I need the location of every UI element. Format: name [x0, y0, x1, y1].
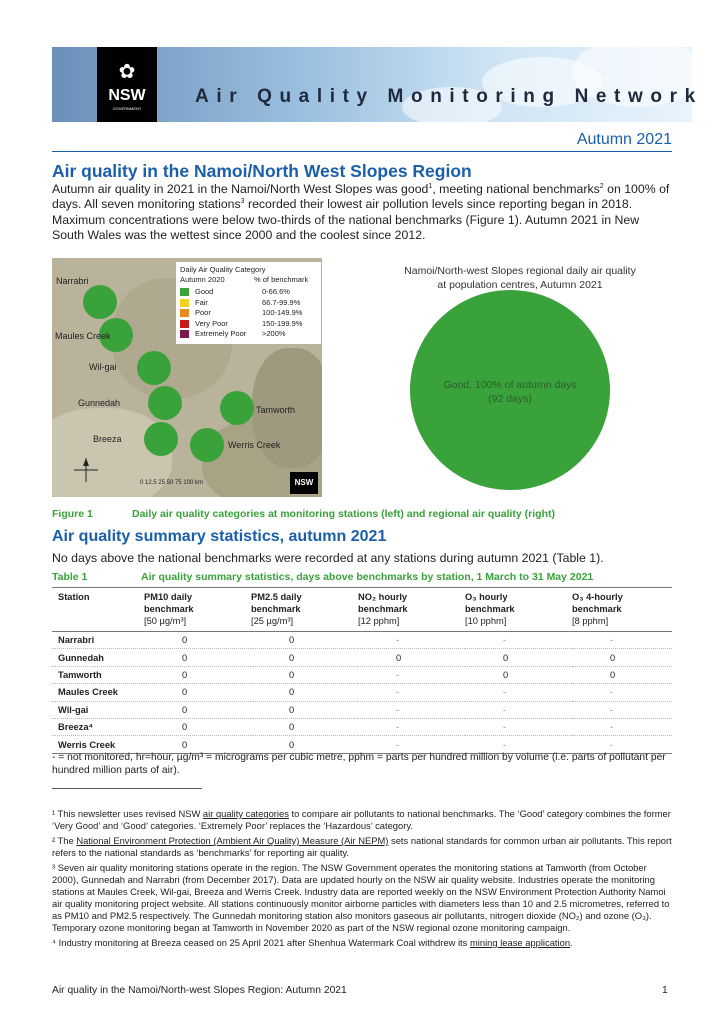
- legend-label: Good: [195, 287, 214, 296]
- legend-item: [180, 329, 286, 339]
- banner-title: Air Quality Monitoring Network: [195, 86, 703, 107]
- header-pm10: PM10 daily benchmark [50 µg/m³]: [144, 588, 251, 632]
- station-dot-tamworth: [220, 391, 254, 425]
- map-legend: [176, 262, 321, 344]
- legend-label: Extremely Poor: [195, 329, 247, 338]
- cell-days-above: 0: [572, 666, 672, 683]
- cell-days-above: 0: [572, 649, 672, 666]
- header-o3-hourly: O₃ hourly benchmark [10 pphm]: [465, 588, 572, 632]
- legend-pct-header: % of benchmark: [254, 275, 309, 284]
- pie-slice-label: Good, 100% of autumn days: [443, 379, 577, 391]
- station-name: Breeza⁴: [52, 718, 144, 735]
- pie-chart-title: [380, 264, 660, 292]
- station-label: Maules Creek: [55, 331, 111, 341]
- station-dot-werris-creek: [190, 428, 224, 462]
- figure-label: Figure 1: [52, 508, 93, 520]
- page-number: 1: [662, 985, 668, 996]
- cell-days-above: -: [358, 666, 465, 683]
- station-label: Wil-gai: [89, 362, 117, 372]
- cell-days-above: -: [358, 718, 465, 735]
- figure-caption: [52, 508, 555, 520]
- table-note: - = not monitored, hr=hour, µg/m³ = micrograms per cubic metre, pphm = parts per hundred million by volume (i.e. parts of pollutant per hundred million parts of air).: [52, 752, 666, 776]
- station-label: Breeza: [93, 434, 122, 444]
- footnotes: [52, 808, 674, 952]
- table-row: [52, 701, 672, 718]
- page-footer: Air quality in the Namoi/North-west Slopes Region: Autumn 2021: [52, 985, 347, 996]
- legend-swatch: [180, 320, 189, 328]
- table-caption-text: Air quality summary statistics, days above benchmarks by station, 1 March to 31 May 2021: [141, 571, 594, 583]
- station-label: Tamworth: [256, 405, 296, 415]
- cell-days-above: -: [572, 736, 672, 753]
- cell-days-above: 0: [465, 666, 572, 683]
- legend-item: [180, 297, 301, 308]
- cell-days-above: 0: [251, 718, 358, 735]
- map-nsw-logo: NSW: [290, 472, 318, 494]
- station-name: Narrabri: [52, 632, 144, 649]
- logo-text: NSW: [108, 87, 146, 104]
- cell-days-above: -: [465, 632, 572, 649]
- footnote-1: ¹ This newsletter uses revised NSW air quality categories to compare air pollutants to national benchmarks. The ‘Good’ category combines the former ‘Very Good’ and ‘Good’ categories. ‘Extremely Poor’ replaces the ‘Hazardous’ category.: [52, 808, 671, 831]
- cell-days-above: 0: [251, 736, 358, 753]
- table-label: Table 1: [52, 571, 88, 583]
- section-heading-stats: Air quality summary statistics, autumn 2021: [52, 528, 387, 545]
- legend-item: [180, 308, 303, 318]
- station-dot-gunnedah: [148, 386, 182, 420]
- map-scale-bar: 0 12.5 25 50 75 100 km: [140, 480, 204, 486]
- cell-days-above: -: [572, 632, 672, 649]
- cell-days-above: -: [572, 701, 672, 718]
- cell-days-above: 0: [144, 718, 251, 735]
- cell-days-above: 0: [144, 649, 251, 666]
- cell-days-above: 0: [251, 684, 358, 701]
- table-row: [52, 649, 672, 666]
- cell-days-above: -: [572, 684, 672, 701]
- intro-text: Autumn air quality in 2021 in the Namoi/North West Slopes was good: [52, 182, 429, 196]
- legend-range: 0-66.6%: [262, 287, 290, 296]
- legend-label: Very Poor: [195, 318, 228, 328]
- footnote-ref[interactable]: 2: [599, 182, 604, 190]
- station-name: Maules Creek: [52, 684, 144, 701]
- station-label: Narrabri: [56, 276, 89, 286]
- station-label: Gunnedah: [78, 398, 121, 408]
- station-dot-breeza: [144, 422, 178, 456]
- table-header-row: [52, 588, 672, 632]
- table-row: [52, 632, 672, 649]
- footnote-ref[interactable]: 1: [428, 182, 433, 190]
- cell-days-above: 0: [251, 632, 358, 649]
- cell-days-above: -: [465, 718, 572, 735]
- station-name: Wil-gai: [52, 701, 144, 718]
- legend-subtitle: Autumn 2020: [180, 275, 225, 284]
- cell-days-above: 0: [144, 632, 251, 649]
- cell-days-above: -: [358, 684, 465, 701]
- cell-days-above: 0: [251, 649, 358, 666]
- cell-days-above: -: [358, 701, 465, 718]
- north-arrow-icon: [72, 456, 100, 484]
- cell-days-above: 0: [251, 666, 358, 683]
- table-caption: [52, 571, 594, 583]
- legend-range: 100-149.9%: [262, 308, 303, 317]
- stats-intro: No days above the national benchmarks were recorded at any stations during autumn 2021 (Table 1).: [52, 551, 604, 565]
- section-heading-region: Air quality in the Namoi/North West Slopes Region: [52, 161, 472, 181]
- footnote-divider: [52, 788, 202, 789]
- link-mining-lease[interactable]: mining lease application: [469, 937, 571, 948]
- cell-days-above: 0: [144, 684, 251, 701]
- cell-days-above: 0: [144, 701, 251, 718]
- legend-range: >200%: [262, 329, 286, 338]
- intro-text: on 100% of days. All seven monitoring stations: [52, 182, 670, 212]
- footnote-3: ³ Seven air quality monitoring stations operate in the region. The NSW Government operates the monitoring stations at Tamworth (from October 2000), Gunnedah and Narrabri (from December 2017). Data are updated hourly on the NSW air quality website. Industries operate the monitoring stations at Maules Creek, Wil-gai, Breeza and Werris Creek. Industry data are reported weekly on the NSW Environment Protection Authority Namoi air quality monitoring project website. All stations continuously monitor airborne particles with diameters less than 10 and 2.5 micrometres, referred to as PM10 and PM2.5 respectively. The Gunnedah monitoring station also monitors gaseous air pollutants, nitrogen dioxide (NO₂) and ozone (O₃). Temporary ozone monitoring began at Tamworth in November 2020 as part of the NSW regional ozone monitoring campaign.: [52, 862, 670, 933]
- figure-caption-text: Daily air quality categories at monitoring stations (left) and regional air quality (right): [132, 508, 555, 520]
- legend-swatch: [180, 309, 189, 317]
- intro-text: , meeting national benchmarks: [432, 182, 600, 196]
- cell-days-above: -: [465, 736, 572, 753]
- table-row: [52, 666, 672, 683]
- divider: [52, 151, 672, 152]
- station-dot-narrabri: [83, 285, 117, 319]
- header-no2: NO₂ hourly benchmark [12 pphm]: [358, 588, 465, 632]
- legend-label: Fair: [195, 297, 208, 307]
- legend-item: [180, 318, 303, 329]
- footnote-4: ⁴ Industry monitoring at Breeza ceased on 25 April 2021 after Shenhua Watermark Coal withdrew its mining lease application.: [52, 937, 573, 948]
- header-pm25: PM2.5 daily benchmark [25 µg/m³]: [251, 588, 358, 632]
- table-row: [52, 718, 672, 735]
- cell-days-above: -: [465, 701, 572, 718]
- logo-subtext: GOVERNMENT: [112, 106, 142, 111]
- station-name: Gunnedah: [52, 649, 144, 666]
- pie-title-line: Namoi/North-west Slopes regional daily air quality: [404, 265, 636, 277]
- footnote-ref[interactable]: 3: [240, 198, 245, 206]
- cell-days-above: -: [358, 632, 465, 649]
- intro-text: recorded their lowest air pollution levels since reporting began in 2018. Maximum concentrations were below two-thirds of the national benchmarks (Figure 1). Autumn 2021 in New South Wales was the wettest since 2000 and the coolest since 2012.: [52, 197, 640, 243]
- station-label: Werris Creek: [228, 440, 281, 450]
- header-o3-4hourly: O₃ 4-hourly benchmark [8 pphm]: [572, 588, 672, 632]
- cell-days-above: 0: [465, 649, 572, 666]
- legend-swatch: [180, 299, 189, 307]
- cell-days-above: 0: [144, 736, 251, 753]
- cell-days-above: 0: [251, 701, 358, 718]
- pie-title-line: at population centres, Autumn 2021: [437, 279, 603, 291]
- header-station: Station: [52, 588, 144, 632]
- cell-days-above: 0: [358, 649, 465, 666]
- cell-days-above: -: [572, 718, 672, 735]
- legend-swatch: [180, 330, 189, 338]
- cell-days-above: -: [465, 684, 572, 701]
- legend-range: 66.7-99.9%: [262, 297, 301, 307]
- station-dot-wil-gai: [137, 351, 171, 385]
- cell-days-above: -: [358, 736, 465, 753]
- link-air-quality-categories[interactable]: air quality categories: [202, 808, 289, 819]
- waratah-icon: ✿: [118, 61, 136, 83]
- summary-table: [52, 587, 672, 754]
- intro-paragraph: [52, 182, 672, 244]
- cell-days-above: 0: [144, 666, 251, 683]
- legend-item: [180, 287, 290, 297]
- pie-chart: [410, 290, 610, 490]
- station-name: Tamworth: [52, 666, 144, 683]
- footnote-2: ² The National Environment Protection (Ambient Air Quality) Measure (Air NEPM) sets national standards for common urban air pollutants. This report refers to the national standards as ‘benchmarks’ for reporting air quality.: [52, 835, 672, 858]
- legend-range: 150-199.9%: [262, 318, 303, 328]
- link-air-nepm[interactable]: National Environment Protection (Ambient Air Quality) Measure (Air NEPM): [76, 835, 389, 846]
- legend-swatch: [180, 288, 189, 296]
- nsw-government-logo: [97, 47, 157, 122]
- season-label: Autumn 2021: [576, 131, 672, 148]
- pie-slice-days: (92 days): [488, 393, 532, 405]
- legend-title: Daily Air Quality Category: [180, 265, 266, 274]
- legend-label: Poor: [195, 308, 211, 317]
- table-row: [52, 684, 672, 701]
- station-name: Werris Creek: [52, 736, 144, 753]
